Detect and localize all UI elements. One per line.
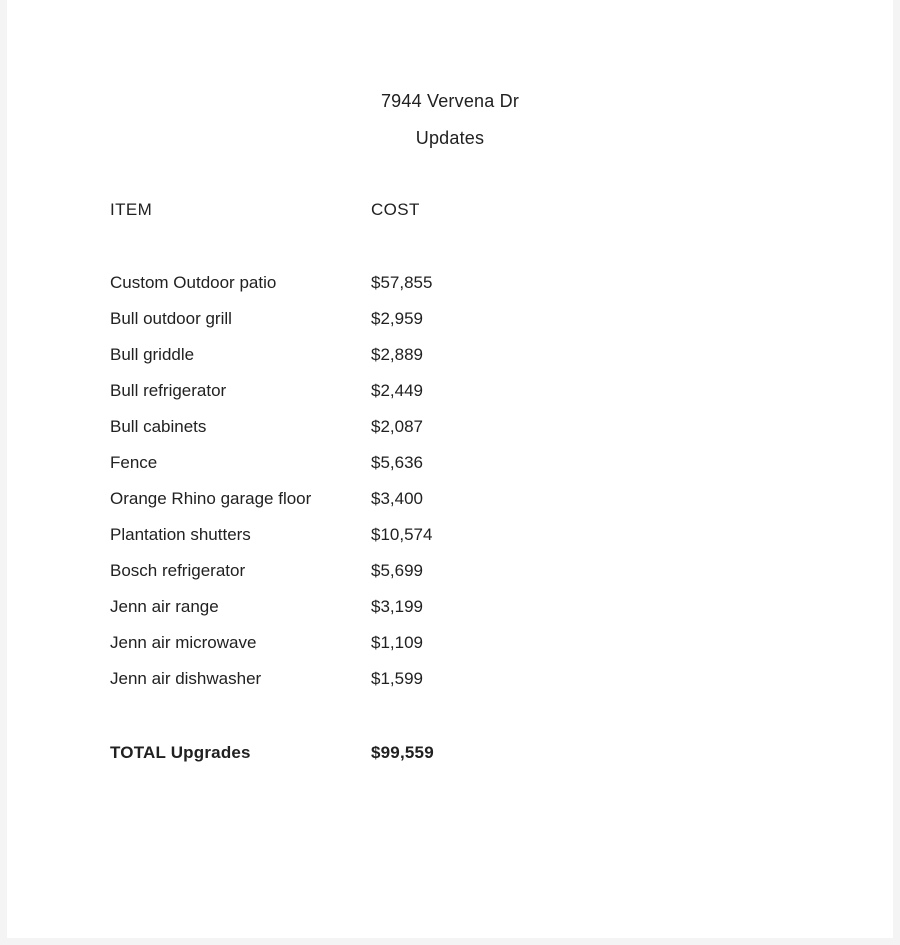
doc-subtitle: Updates — [415, 128, 485, 148]
row-cost: $2,959 — [371, 309, 423, 328]
row-cost: $5,699 — [371, 561, 423, 580]
table-row — [110, 553, 900, 589]
row-item: Bull cabinets — [110, 417, 207, 436]
table-row — [110, 409, 900, 445]
row-item: Bull outdoor grill — [110, 309, 232, 328]
row-cost: $3,199 — [371, 597, 423, 616]
table-row — [110, 589, 900, 625]
row-cost: $2,889 — [371, 345, 423, 364]
table-header-row — [110, 192, 893, 228]
table-row — [110, 445, 900, 481]
row-item: Jenn air microwave — [110, 633, 257, 652]
document-page — [7, 0, 893, 938]
table-total-row — [110, 735, 893, 771]
row-cost: $5,636 — [371, 453, 423, 472]
table-row — [110, 625, 900, 661]
table-row — [110, 265, 900, 301]
row-cost: $1,109 — [371, 633, 423, 652]
row-cost: $57,855 — [371, 273, 433, 292]
table-row — [110, 373, 900, 409]
table-row — [110, 301, 900, 337]
row-item: Custom Outdoor patio — [110, 273, 277, 292]
table-rows — [7, 265, 893, 697]
total-cost: $99,559 — [371, 743, 434, 762]
row-item: Jenn air dishwasher — [110, 669, 262, 688]
total-label: TOTAL Upgrades — [110, 743, 251, 762]
row-item: Orange Rhino garage floor — [110, 489, 312, 508]
row-item: Plantation shutters — [110, 525, 251, 544]
table-row — [110, 661, 900, 697]
table-row — [110, 481, 900, 517]
header-cost: COST — [371, 200, 420, 219]
table-row — [110, 337, 900, 373]
row-item: Bull griddle — [110, 345, 195, 364]
row-item: Fence — [110, 453, 158, 472]
row-item: Bull refrigerator — [110, 381, 227, 400]
table-row — [110, 517, 900, 553]
row-cost: $10,574 — [371, 525, 433, 544]
header-item: ITEM — [110, 200, 153, 219]
row-item: Jenn air range — [110, 597, 219, 616]
doc-title: 7944 Vervena Dr — [380, 91, 520, 111]
row-cost: $2,449 — [371, 381, 423, 400]
row-cost: $3,400 — [371, 489, 423, 508]
row-cost: $2,087 — [371, 417, 423, 436]
row-cost: $1,599 — [371, 669, 423, 688]
row-item: Bosch refrigerator — [110, 561, 246, 580]
